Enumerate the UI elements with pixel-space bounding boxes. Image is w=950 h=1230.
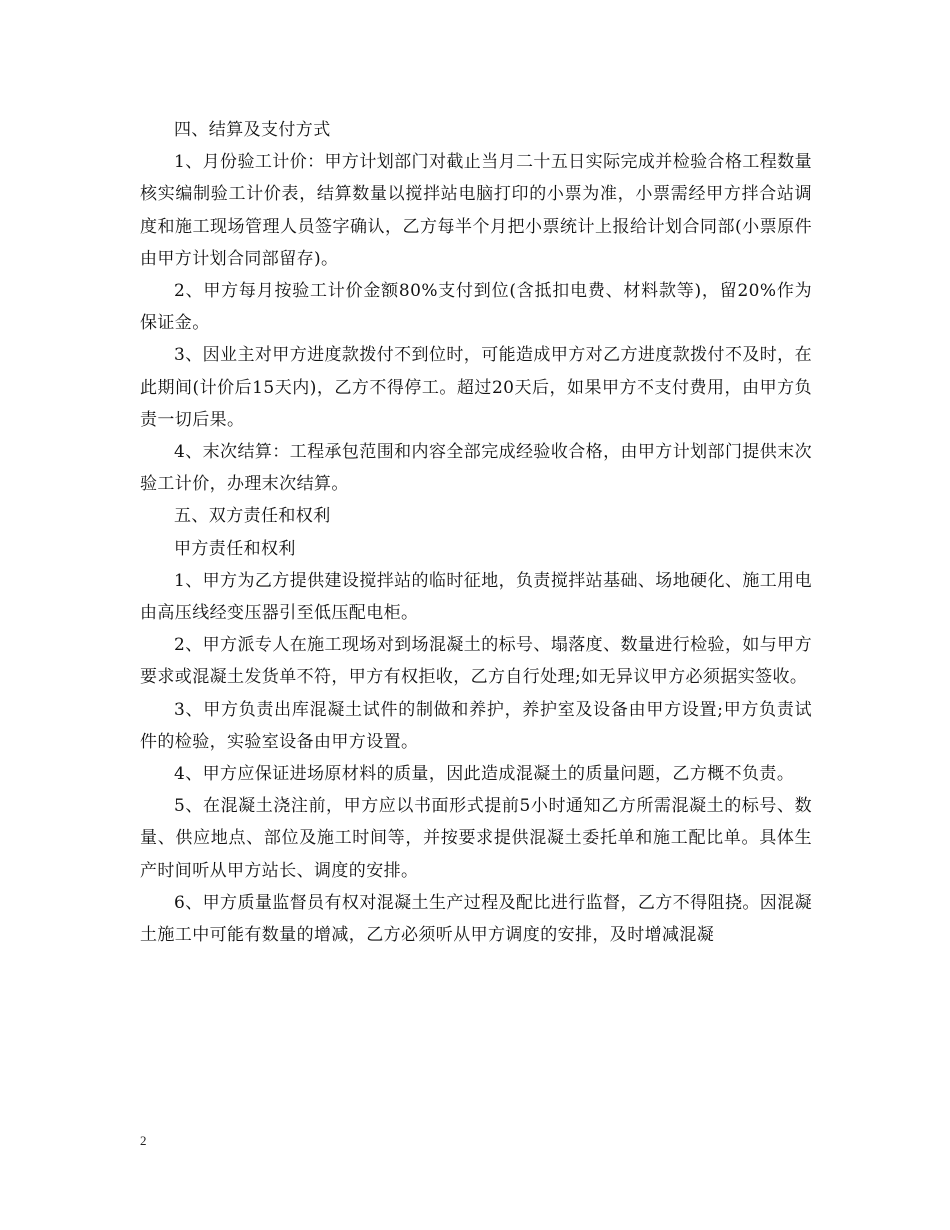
paragraph-monthly-payment: 2、甲方每月按验工计价金额80%支付到位(含抵扣电费、材料款等)，留20%作为保证金。 xyxy=(140,281,812,334)
paragraph-land-provision: 1、甲方为乙方提供建设搅拌站的临时征地，负责搅拌站基础、场地硬化、施工用电由高压线经变压器引至低压配电柜。 xyxy=(140,570,812,624)
page-number: 2 xyxy=(140,1133,147,1148)
section-heading-responsibilities: 五、双方责任和权利 xyxy=(174,506,331,527)
paragraph-material-quality: 4、甲方应保证进场原材料的质量，因此造成混凝土的质量问题，乙方概不负责。 xyxy=(174,764,795,785)
paragraph-final-settlement: 4、末次结算：工程承包范围和内容全部完成经验收合格，由甲方计划部门提供末次验工计价，办理末次结算。 xyxy=(140,442,812,495)
paragraph-progress-payment: 3、因业主对甲方进度款拨付不到位时，可能造成甲方对乙方进度款拨付不及时，在此期间(计价后15天内)，乙方不得停工。超过20天后，如果甲方不支付费用，由甲方负责一切后果。 xyxy=(140,345,812,430)
paragraph-monthly-valuation: 1、月份验工计价：甲方计划部门对截止当月二十五日实际完成并检验合格工程数量核实编制验工计价表，结算数量以搅拌站电脑打印的小票为准，小票需经甲方拌合站调度和施工现场管理人员签字确认，乙方每半个月把小票统计上报给计划合同部(小票原件由甲方计划合同部留存)。 xyxy=(140,152,812,269)
paragraph-inspection: 2、甲方派专人在施工现场对到场混凝土的标号、塌落度、数量进行检验，如与甲方要求或混凝土发货单不符，甲方有权拒收，乙方自行处理;如无异议甲方必须据实签收。 xyxy=(140,635,812,688)
paragraph-supervision: 6、甲方质量监督员有权对混凝土生产过程及配比进行监督，乙方不得阻挠。因混凝土施工中可能有数量的增减，乙方必须听从甲方调度的安排，及时增减混凝 xyxy=(140,892,812,946)
subheading-party-a: 甲方责任和权利 xyxy=(174,538,296,559)
paragraph-specimens: 3、甲方负责出库混凝土试件的制做和养护，养护室及设备由甲方设置;甲方负责试件的检验，实验室设备由甲方设置。 xyxy=(140,699,812,752)
document-body xyxy=(140,114,812,951)
section-heading-settlement: 四、结算及支付方式 xyxy=(174,120,331,140)
paragraph-advance-notice: 5、在混凝土浇注前，甲方应以书面形式提前5小时通知乙方所需混凝土的标号、数量、供应地点、部位及施工时间等，并按要求提供混凝土委托单和施工配比单。具体生产时间听从甲方站长、调度的安排。 xyxy=(140,796,812,881)
